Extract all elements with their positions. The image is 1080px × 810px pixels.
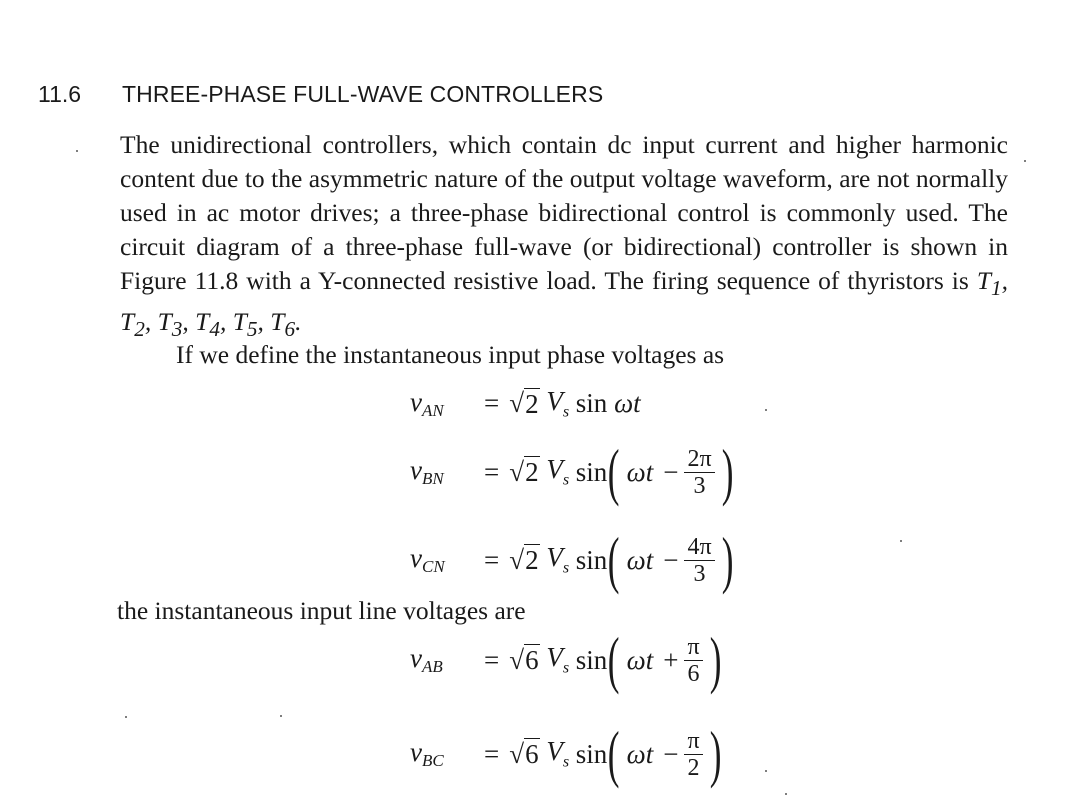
paragraph-phase-voltages: If we define the instantaneous input phase voltages as: [176, 340, 725, 369]
equation-vbc: [410, 718, 722, 789]
equals-sign: =: [484, 544, 500, 575]
equation-lhs: $v_{AN}$: [410, 386, 444, 420]
equation-vab: [410, 624, 722, 695]
omega-t: ωt: [614, 388, 641, 419]
vs-symbol: $V_s$: [546, 542, 570, 577]
sqrt-radicand: 2: [525, 457, 539, 487]
fraction: $\frac{4\pi}{3}$: [684, 534, 714, 587]
minus-sign: −: [663, 738, 679, 769]
scan-speck: [280, 715, 282, 717]
right-paren: ): [721, 436, 734, 507]
equation-lhs: $v_{BN}$: [410, 455, 444, 488]
section-number: 11.6: [38, 81, 82, 107]
scan-speck: [765, 770, 767, 772]
equation-lhs: $v_{BC}$: [410, 737, 444, 770]
section-title: THREE-PHASE FULL-WAVE CONTROLLERS: [122, 81, 604, 107]
omega-t: ωt: [626, 456, 654, 487]
equation-lhs: $v_{CN}$: [410, 543, 445, 576]
plus-sign: +: [663, 644, 679, 675]
vs-symbol: $V_s$: [546, 642, 570, 677]
sqrt-radicand: 6: [525, 645, 539, 675]
paragraph-line-voltages: the instantaneous input line voltages are: [117, 596, 526, 625]
right-paren: ): [709, 718, 722, 789]
paragraph-intro-text: The unidirectional controllers, which contain dc input current and higher harmonic content due to the asymmetric nature of the output voltage waveform, are not normally used in ac motor drives; a three-phase bidirectional control is commonly used. The circuit diagram of a three-phase full-wave (or bidirectional) controller is shown in Figure 11.8 with a Y-connected resistive load. The firing sequence of thyristors is: [120, 130, 1008, 295]
scan-speck: [785, 793, 787, 795]
sqrt-radicand: 2: [525, 388, 539, 419]
fraction: $\frac{\pi}{2}$: [684, 728, 702, 781]
sin-function: sin: [575, 738, 608, 769]
scan-speck: [76, 150, 78, 152]
thyristor-sequence: $T_1$, $T_2$, $T_3$, $T_4$, $T_5$, $T_6$.: [120, 266, 1009, 342]
left-paren: (: [608, 718, 620, 789]
left-paren: (: [608, 624, 620, 695]
omega-t: ωt: [626, 544, 654, 575]
equation-vcn: [410, 524, 734, 595]
equation-van: [410, 386, 641, 421]
minus-sign: −: [663, 456, 679, 487]
sin-function: sin: [575, 544, 608, 575]
paragraph-intro: [120, 128, 1008, 346]
right-paren: ): [721, 524, 734, 595]
equation-vbn: [410, 436, 734, 507]
sqrt-symbol: √: [509, 738, 525, 769]
equals-sign: =: [484, 388, 500, 419]
scan-speck: [765, 409, 767, 411]
sqrt-radicand: 2: [525, 545, 539, 575]
omega-t: ωt: [626, 738, 654, 769]
equals-sign: =: [484, 738, 500, 769]
scan-speck: [1024, 160, 1026, 162]
scan-speck: [125, 716, 127, 718]
left-paren: (: [608, 524, 620, 595]
sin-function: sin: [575, 456, 608, 487]
left-paren: (: [608, 436, 620, 507]
right-paren: ): [709, 624, 722, 695]
sqrt-symbol: √: [509, 456, 525, 487]
vs-symbol: $V_s$: [546, 736, 570, 771]
sqrt-radicand: 6: [525, 739, 539, 769]
fraction: $\frac{2\pi}{3}$: [684, 446, 714, 499]
fraction: $\frac{\pi}{6}$: [684, 634, 702, 687]
omega-t: ωt: [626, 644, 654, 675]
scan-speck: [900, 540, 902, 542]
sqrt-symbol: √: [509, 388, 525, 419]
vs-symbol: $V_s$: [546, 454, 570, 489]
vs-symbol: $V_s$: [546, 386, 570, 421]
sqrt-symbol: √: [509, 544, 525, 575]
minus-sign: −: [663, 544, 679, 575]
equals-sign: =: [484, 456, 500, 487]
sin-function: sin: [575, 644, 608, 675]
equation-lhs: $v_{AB}$: [410, 643, 443, 676]
sin-function: sin: [575, 388, 608, 419]
equals-sign: =: [484, 644, 500, 675]
sqrt-symbol: √: [509, 644, 525, 675]
